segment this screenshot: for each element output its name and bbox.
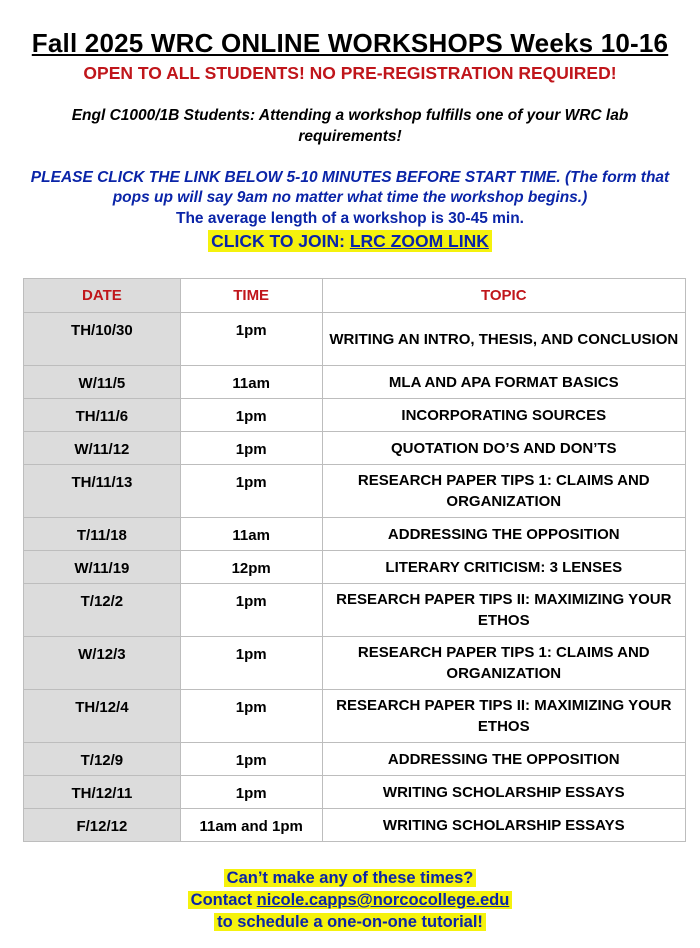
lab-requirement-note: Engl C1000/1B Students: Attending a workshop fulfills one of your WRC lab requirements! xyxy=(71,107,629,145)
time-cell: 12pm xyxy=(180,551,322,584)
table-body xyxy=(24,313,686,842)
table-row xyxy=(24,637,686,690)
table-row xyxy=(24,313,686,366)
date-cell: T/12/9 xyxy=(24,743,181,776)
date-cell: W/11/19 xyxy=(24,551,181,584)
time-cell: 1pm xyxy=(180,584,322,637)
time-column-header: TIME xyxy=(180,279,322,313)
email-link[interactable]: nicole.capps@norcocollege.edu xyxy=(256,891,510,909)
table-row xyxy=(24,776,686,809)
page-title: Fall 2025 WRC ONLINE WORKSHOPS Weeks 10-16 xyxy=(31,28,669,58)
table-row xyxy=(24,809,686,842)
topic-cell: WRITING SCHOLARSHIP ESSAYS xyxy=(322,809,685,842)
table-row xyxy=(24,690,686,743)
date-cell: W/12/3 xyxy=(24,637,181,690)
topic-column-header: TOPIC xyxy=(322,279,685,313)
footer-tutorial-note: to schedule a one-on-one tutorial! xyxy=(214,913,486,931)
join-prefix: CLICK TO JOIN: xyxy=(211,231,350,251)
footer-line-1 xyxy=(0,867,700,889)
footer-line-2 xyxy=(0,889,700,911)
date-cell: W/11/5 xyxy=(24,366,181,399)
footer-contact xyxy=(0,867,700,933)
topic-cell: WRITING SCHOLARSHIP ESSAYS xyxy=(322,776,685,809)
time-cell: 1pm xyxy=(180,313,322,366)
time-cell: 1pm xyxy=(180,690,322,743)
time-cell: 11am xyxy=(180,366,322,399)
topic-cell: QUOTATION DO’S AND DON’TS xyxy=(322,432,685,465)
topic-cell: RESEARCH PAPER TIPS II: MAXIMIZING YOUR ETHOS xyxy=(322,690,685,743)
join-line xyxy=(0,231,700,252)
table-row xyxy=(24,366,686,399)
table-row xyxy=(24,743,686,776)
workshop-schedule-table xyxy=(23,278,686,842)
date-cell: TH/11/6 xyxy=(24,399,181,432)
average-length-note: The average length of a workshop is 30-45 min. xyxy=(176,210,524,227)
table-row xyxy=(24,518,686,551)
date-cell: T/11/18 xyxy=(24,518,181,551)
table-row xyxy=(24,584,686,637)
join-instructions: PLEASE CLICK THE LINK BELOW 5-10 MINUTES BEFORE START TIME. (The form that pops up will say 9am no matter what time the workshop begins.) xyxy=(30,169,670,206)
topic-cell: INCORPORATING SOURCES xyxy=(322,399,685,432)
join-highlight xyxy=(208,230,492,252)
footer-line-3 xyxy=(0,911,700,933)
footer-question: Can’t make any of these times? xyxy=(224,869,477,887)
date-cell: W/11/12 xyxy=(24,432,181,465)
date-cell: TH/10/30 xyxy=(24,313,181,366)
date-cell: TH/12/4 xyxy=(24,690,181,743)
table-row xyxy=(24,551,686,584)
time-cell: 1pm xyxy=(180,399,322,432)
table-header-row xyxy=(24,279,686,313)
time-cell: 1pm xyxy=(180,637,322,690)
contact-prefix: Contact xyxy=(190,891,257,909)
zoom-link[interactable]: LRC ZOOM LINK xyxy=(349,231,489,251)
topic-cell: RESEARCH PAPER TIPS II: MAXIMIZING YOUR ETHOS xyxy=(322,584,685,637)
table-row xyxy=(24,465,686,518)
date-column-header: DATE xyxy=(24,279,181,313)
topic-cell: ADDRESSING THE OPPOSITION xyxy=(322,743,685,776)
topic-cell: LITERARY CRITICISM: 3 LENSES xyxy=(322,551,685,584)
time-cell: 1pm xyxy=(180,432,322,465)
time-cell: 11am xyxy=(180,518,322,551)
topic-cell: WRITING AN INTRO, THESIS, AND CONCLUSION xyxy=(322,313,685,366)
time-cell: 1pm xyxy=(180,743,322,776)
table-row xyxy=(24,399,686,432)
date-cell: F/12/12 xyxy=(24,809,181,842)
topic-cell: RESEARCH PAPER TIPS 1: CLAIMS AND ORGANIZATION xyxy=(322,465,685,518)
time-cell: 1pm xyxy=(180,465,322,518)
table-row xyxy=(24,432,686,465)
date-cell: T/12/2 xyxy=(24,584,181,637)
footer-contact-highlight xyxy=(188,891,513,909)
topic-cell: RESEARCH PAPER TIPS 1: CLAIMS AND ORGANIZATION xyxy=(322,637,685,690)
time-cell: 11am and 1pm xyxy=(180,809,322,842)
date-cell: TH/11/13 xyxy=(24,465,181,518)
topic-cell: ADDRESSING THE OPPOSITION xyxy=(322,518,685,551)
time-cell: 1pm xyxy=(180,776,322,809)
topic-cell: MLA AND APA FORMAT BASICS xyxy=(322,366,685,399)
page-subtitle: OPEN TO ALL STUDENTS! NO PRE-REGISTRATION REQUIRED! xyxy=(83,63,617,83)
date-cell: TH/12/11 xyxy=(24,776,181,809)
